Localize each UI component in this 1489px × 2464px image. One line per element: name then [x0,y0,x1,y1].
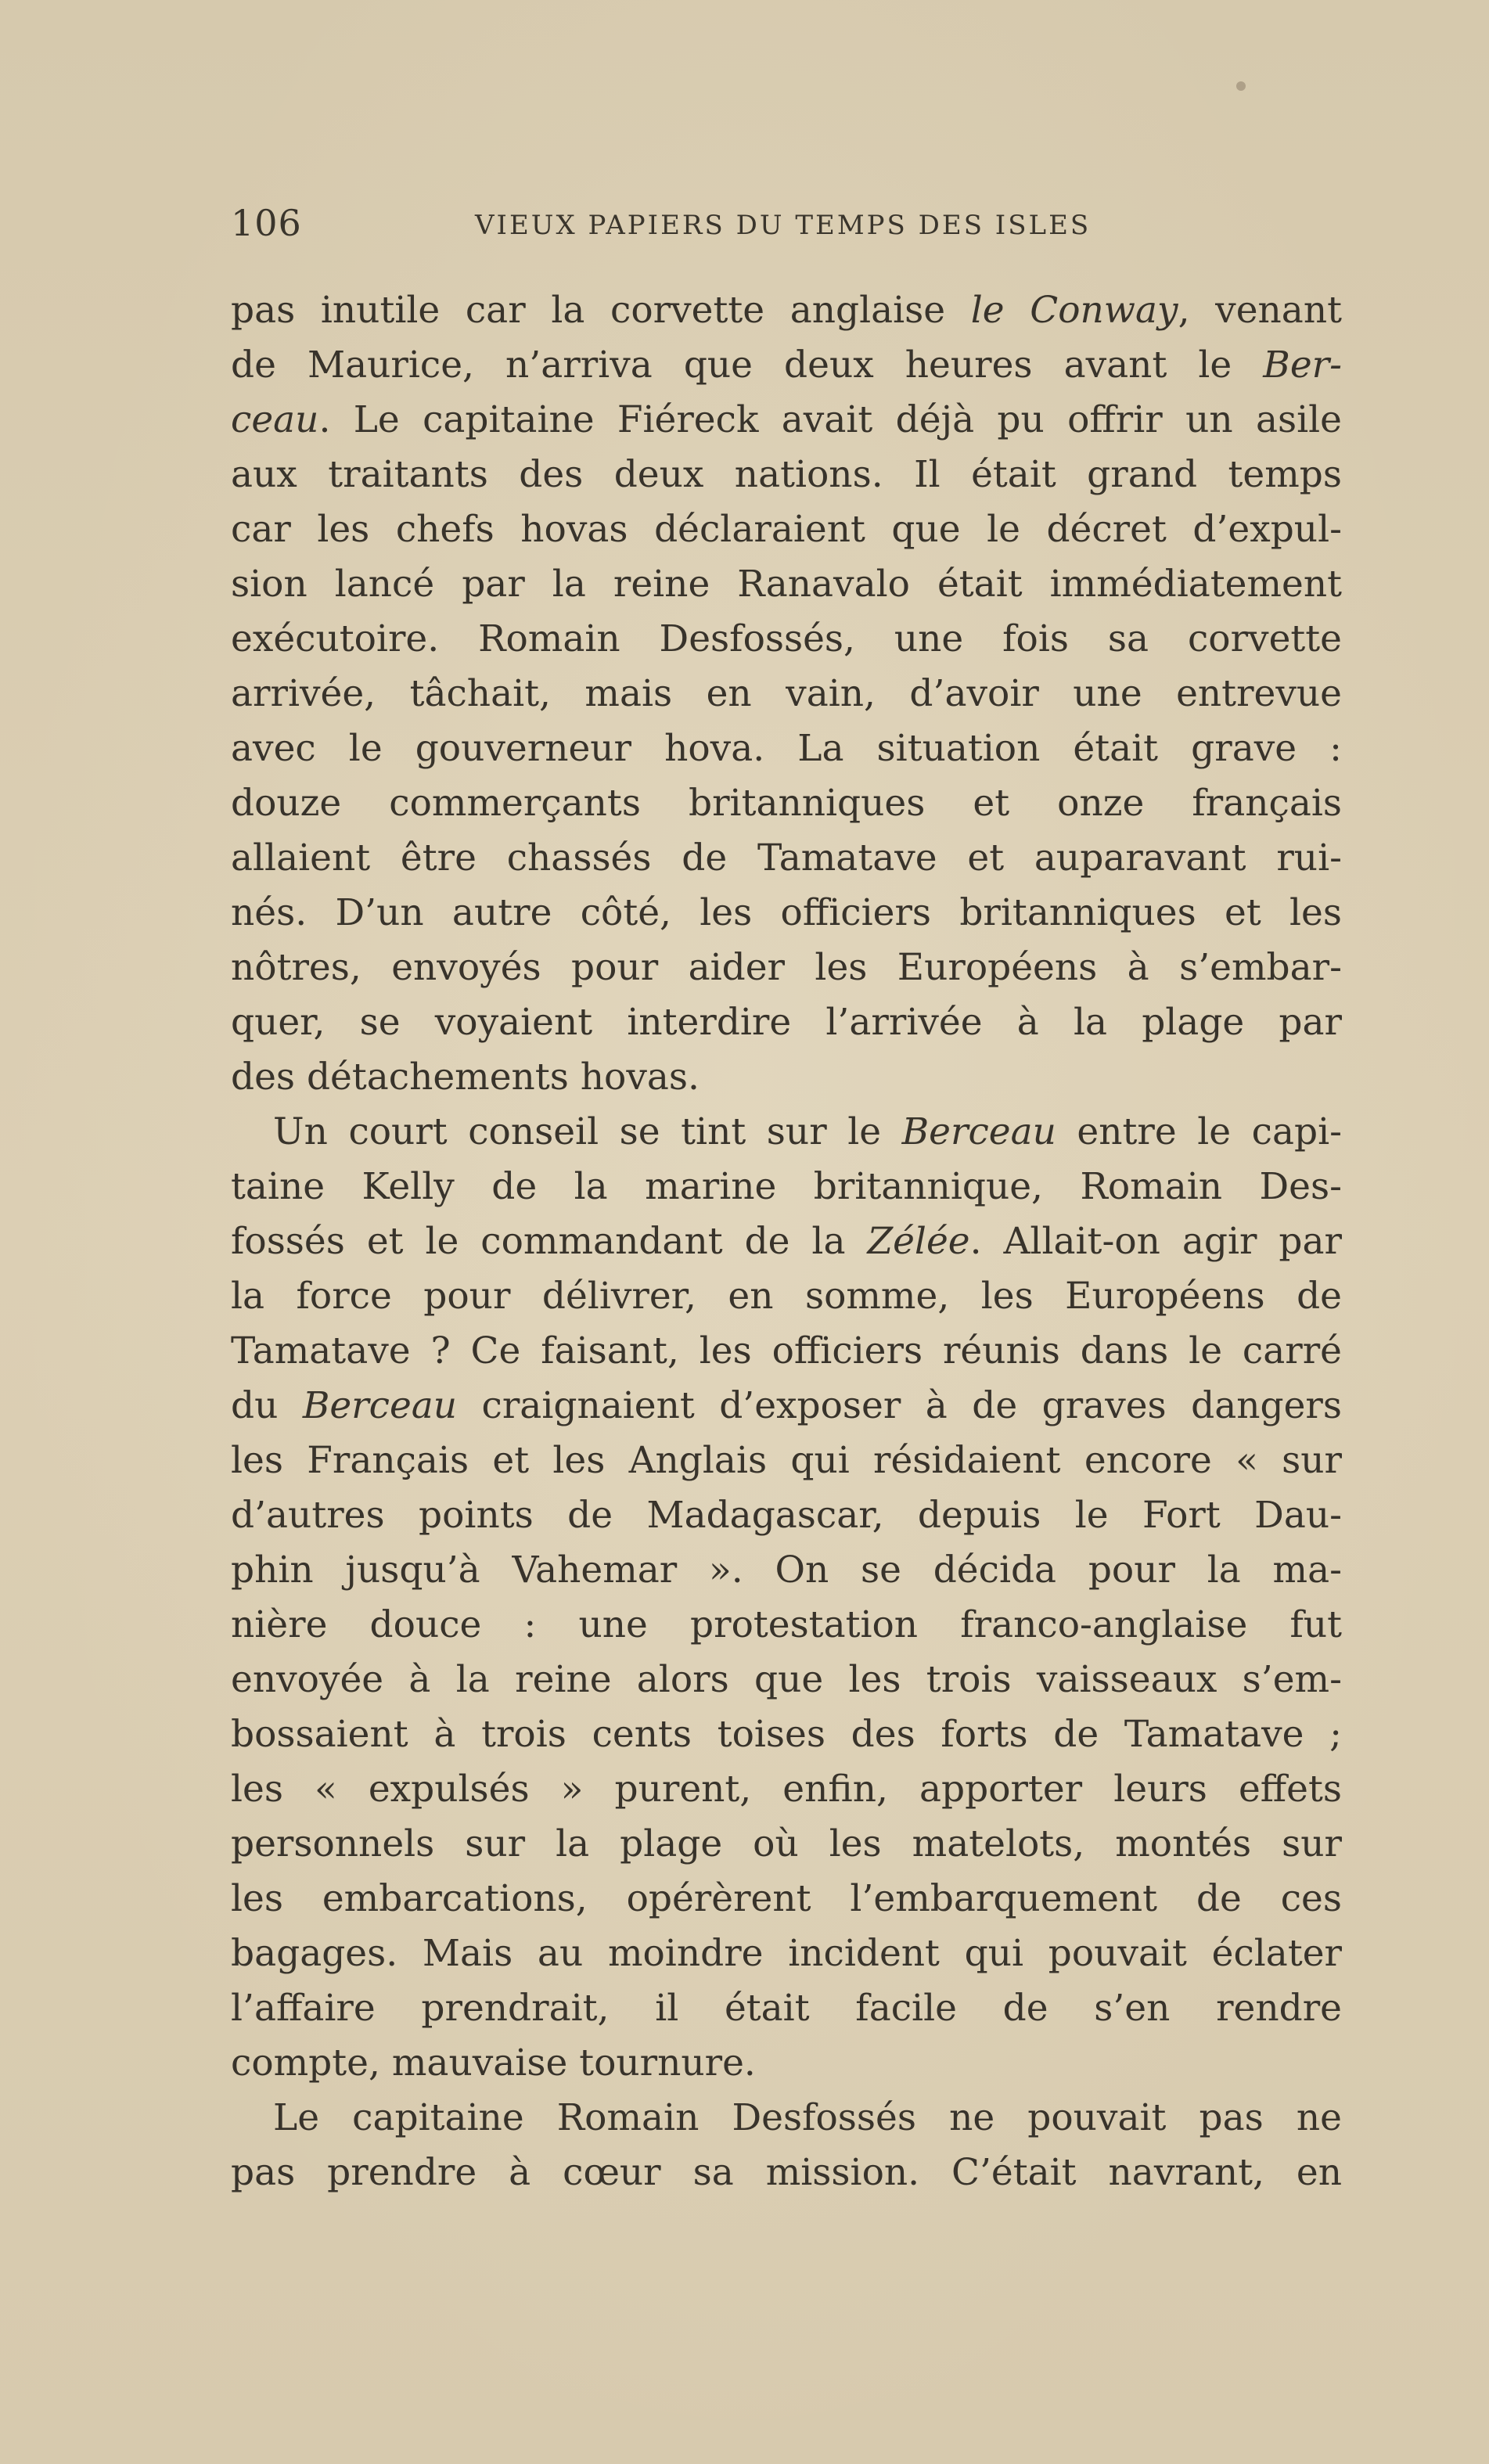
text-line [231,2036,1342,2091]
text-run: du [231,1384,303,1427]
text-run: douze commerçants britanniques et onze français [231,782,1342,825]
paper-speck [1236,81,1246,91]
italic-text: ceau [231,398,319,441]
text-run: allaient être chassés de Tamatave et auparavant rui- [231,836,1342,879]
text-run: personnels sur la plage où les matelots, montés sur [231,1822,1342,1865]
text-line [231,1105,1342,1160]
text-run: envoyée à la reine alors que les trois vaisseaux s’em- [231,1658,1342,1701]
text-run: , venant [1178,289,1342,332]
page-number: 106 [231,202,302,244]
text-run: bagages. Mais au moindre incident qui pouvait éclater [231,1932,1342,1975]
text-run: quer, se voyaient interdire l’arrivée à la plage par [231,1001,1342,1044]
running-header [231,202,1115,249]
text-line [231,1762,1342,1817]
italic-text: Ber- [1263,344,1342,387]
text-line [231,1324,1342,1379]
text-line [231,1817,1342,1872]
text-run: nés. D’un autre côté, les officiers britanniques et les [231,891,1342,934]
text-line [231,1214,1342,1269]
text-run: entre le capi- [1056,1110,1342,1153]
text-run: exécutoire. Romain Desfossés, une fois sa corvette [231,617,1342,660]
text-line [231,1488,1342,1543]
text-line [231,1981,1342,2036]
text-run: l’affaire prendrait, il était facile de s’en rendre [231,1987,1342,2030]
text-line [231,612,1342,667]
text-run: les Français et les Anglais qui résidaient encore « sur [231,1439,1342,1482]
text-line [231,776,1342,831]
text-run: la force pour délivrer, en somme, les Européens de [231,1275,1342,1318]
text-line [231,721,1342,776]
text-run: . Le capitaine Fiéreck avait déjà pu offrir un asile [318,398,1342,441]
text-line [231,667,1342,721]
text-run: Un court conseil se tint sur le [273,1110,902,1153]
text-line [231,448,1342,502]
text-run: Le capitaine Romain Desfossés ne pouvait pas ne [273,2096,1342,2139]
text-run: nôtres, envoyés pour aider les Européens à s’embar- [231,946,1342,989]
text-line [231,338,1342,393]
text-line [231,2091,1342,2146]
text-line [231,1598,1342,1653]
text-line [231,1379,1342,1433]
text-run: arrivée, tâchait, mais en vain, d’avoir une entrevue [231,672,1342,715]
italic-text: Berceau [901,1110,1056,1153]
text-run: aux traitants des deux nations. Il était grand temps [231,453,1342,496]
text-run: nière douce : une protestation franco-anglaise fut [231,1603,1342,1646]
text-line [231,995,1342,1050]
body-text [231,283,1342,2200]
italic-text: le Conway [970,289,1178,332]
text-line [231,831,1342,886]
text-run: bossaient à trois cents toises des forts de Tamatave ; [231,1713,1342,1756]
text-line [231,283,1342,338]
text-run: des détachements hovas. [231,1056,700,1099]
text-run: . Allait-on agir par [969,1220,1342,1263]
text-run: de Maurice, n’arriva que deux heures avant le [231,344,1264,387]
text-run: sion lancé par la reine Ranavalo était immédiatement [231,563,1342,606]
text-line [231,1707,1342,1762]
text-run: compte, mauvaise tournure. [231,2041,756,2085]
text-run: les embarcations, opérèrent l’embarquement de ces [231,1877,1342,1920]
text-run: phin jusqu’à Vahemar ». On se décida pour la ma- [231,1549,1342,1592]
text-line [231,1653,1342,1707]
text-run: d’autres points de Madagascar, depuis le Fort Dau- [231,1494,1342,1537]
text-run: pas inutile car la corvette anglaise [231,289,971,332]
text-line [231,886,1342,941]
text-line [231,502,1342,557]
text-run: avec le gouverneur hova. La situation était grave : [231,727,1342,770]
text-line [231,1269,1342,1324]
text-line [231,557,1342,612]
text-line [231,1872,1342,1926]
text-line [231,2146,1342,2200]
text-line [231,1926,1342,1981]
text-run: car les chefs hovas déclaraient que le décret d’expul- [231,508,1342,551]
text-run: les « expulsés » purent, enfin, apporter leurs effets [231,1768,1342,1811]
running-title: VIEUX PAPIERS DU TEMPS DES ISLES [475,210,1092,241]
text-line [231,1543,1342,1598]
text-line [231,393,1342,448]
text-run: taine Kelly de la marine britannique, Romain Des- [231,1165,1342,1208]
text-run: Tamatave ? Ce faisant, les officiers réunis dans le carré [231,1329,1342,1372]
text-run: fossés et le commandant de la [231,1220,868,1263]
italic-text: Zélée [867,1220,970,1263]
text-line [231,1433,1342,1488]
text-line [231,1050,1342,1105]
italic-text: Berceau [302,1384,458,1427]
text-line [231,1160,1342,1214]
text-line [231,941,1342,995]
text-run: craignaient d’exposer à de graves dangers [457,1384,1342,1427]
text-run: pas prendre à cœur sa mission. C’était navrant, en [231,2151,1342,2194]
